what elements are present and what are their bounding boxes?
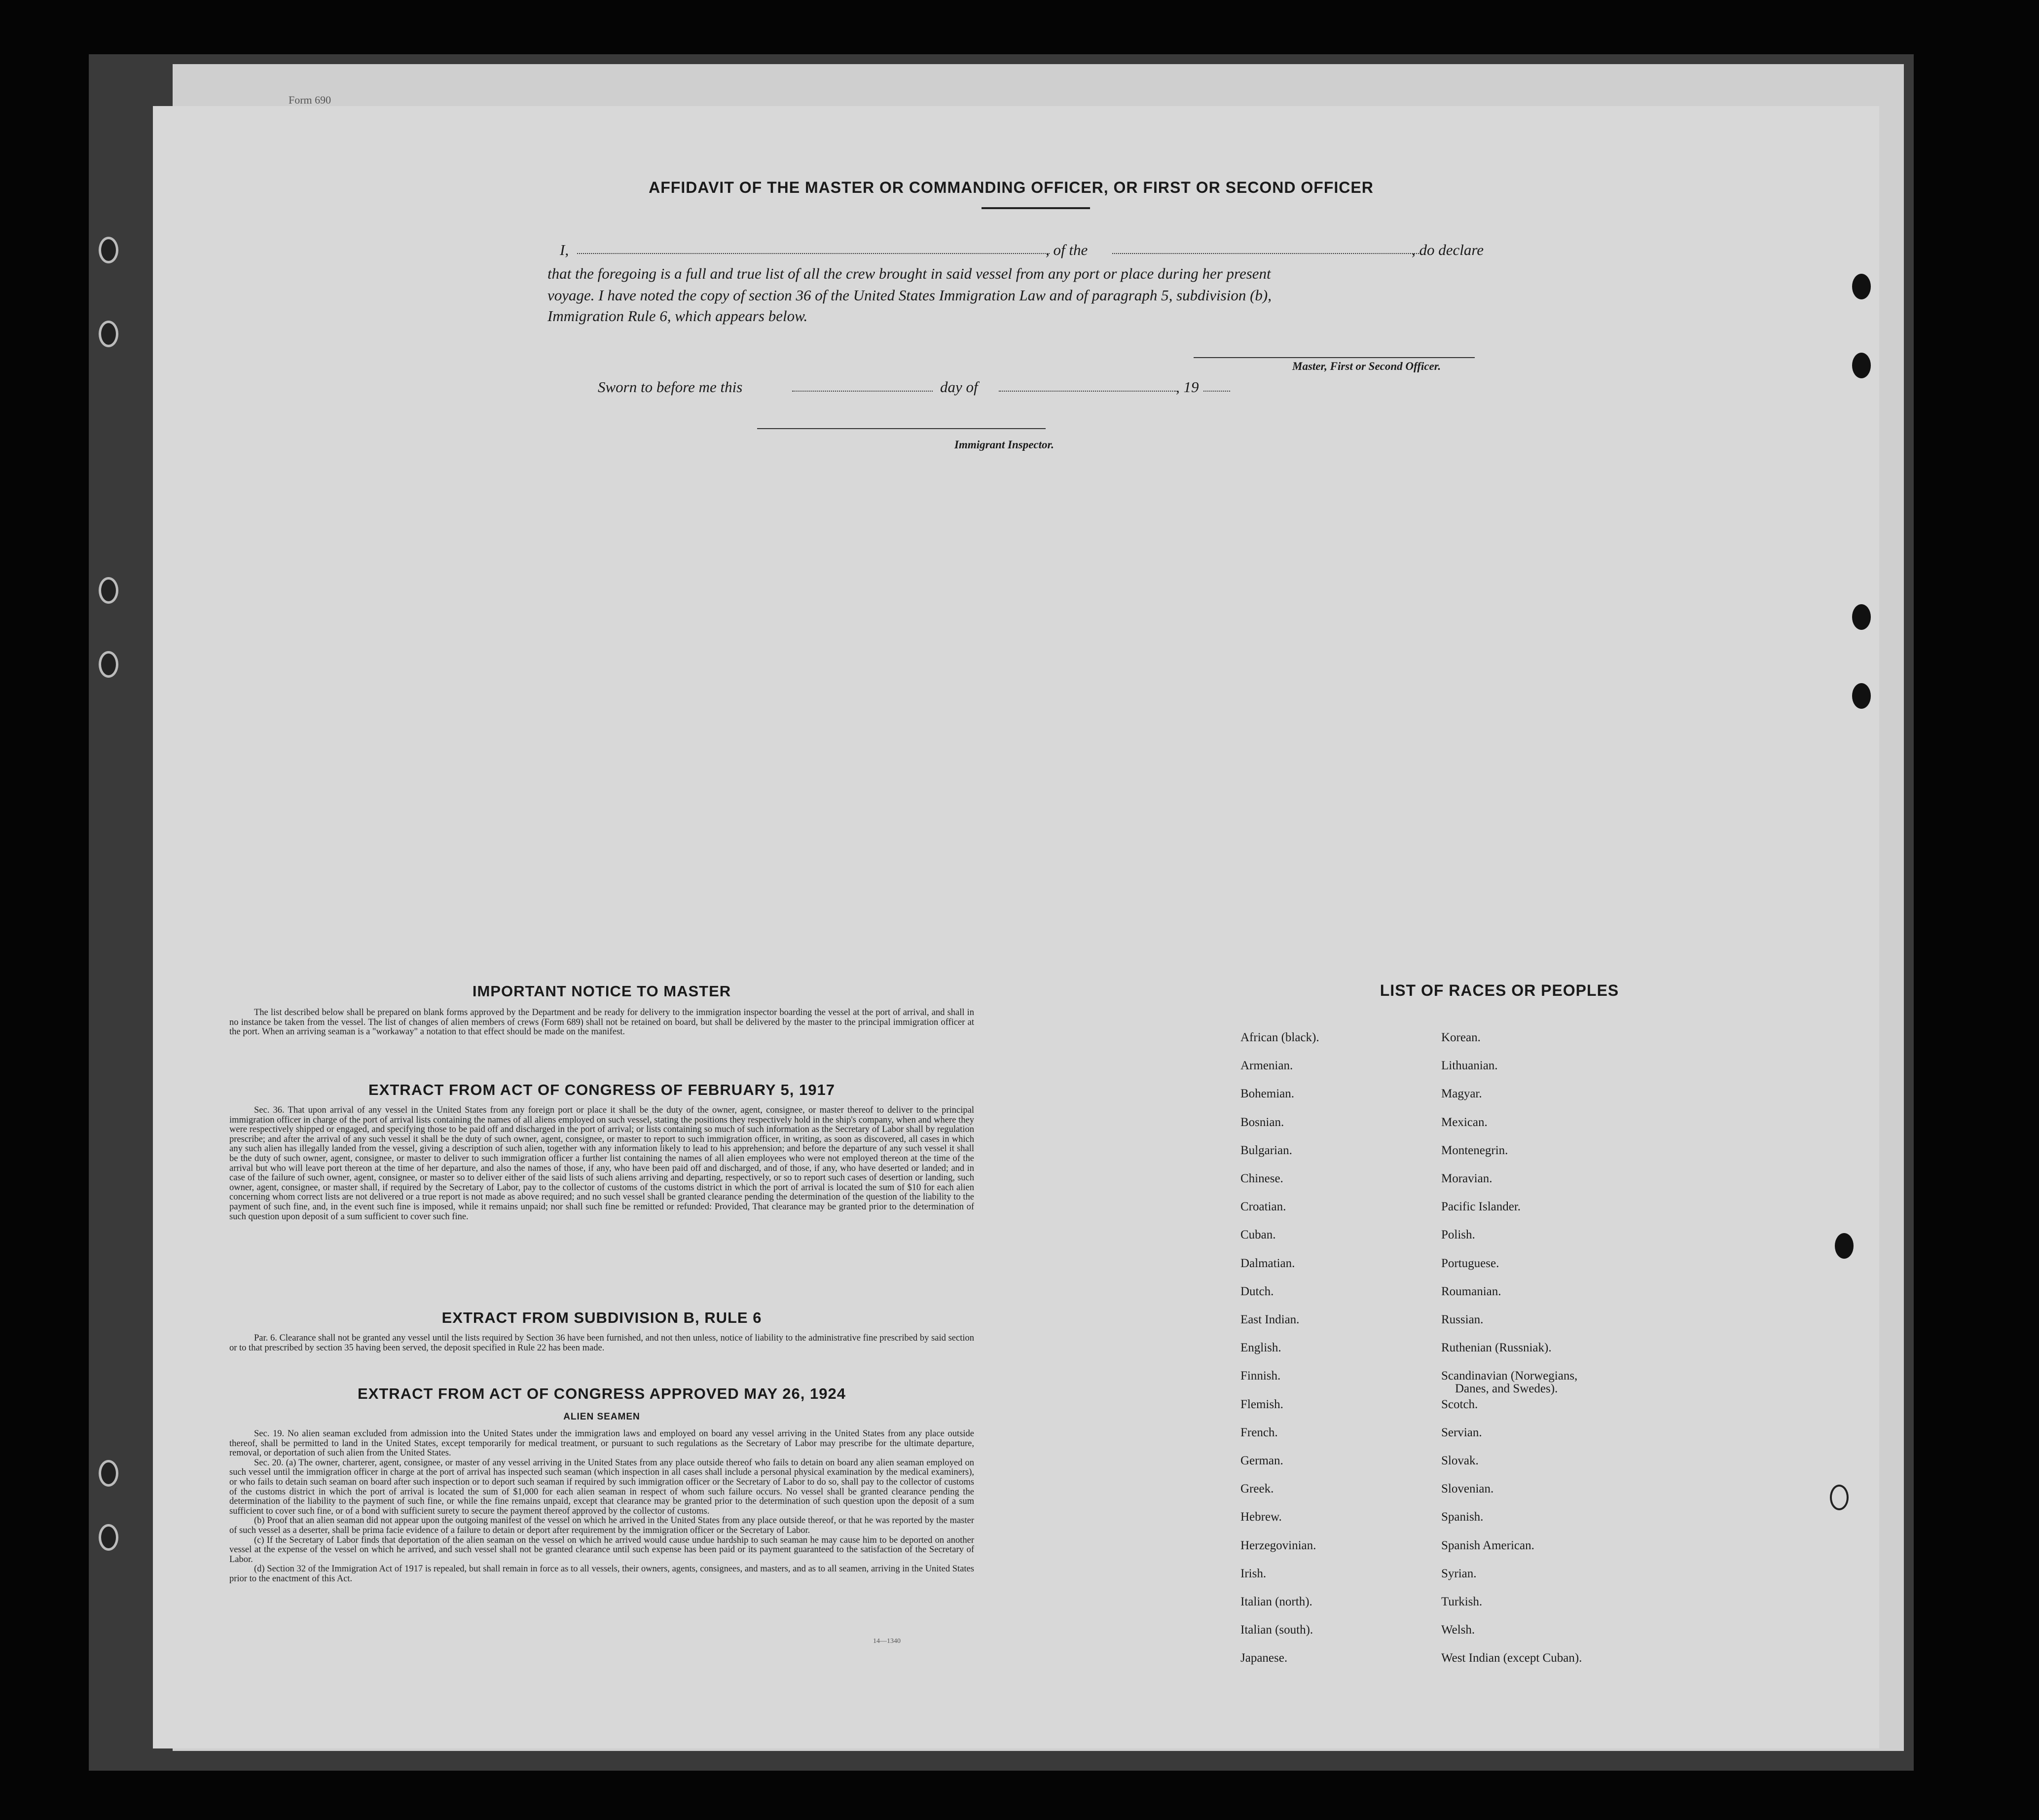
race-item: Mexican. xyxy=(1441,1115,1488,1129)
race-item: Portuguese. xyxy=(1441,1256,1499,1270)
race-item: Slovenian. xyxy=(1441,1482,1494,1496)
race-item: Bohemian. xyxy=(1240,1087,1295,1101)
binder-ring xyxy=(99,321,118,347)
sec-20a-paragraph: Sec. 20. (a) The owner, charterer, agent, consignee, or master of any vessel arriving in the United States from any place outside thereof who fails to detain on board any alien seaman employed on such vessel until the immigration officer in charge at the port of arrival has inspected such seaman (which inspection in all cases shall include a personal physical examination by the medical examiners), or who fails to detain such seaman on board after such inspection or to deport such seaman if required by such immigration officer or the Secretary of Labor to do so, shall pay to the collector of customs of the customs district in which the port of arrival is located the sum of $1,000 for each alien seaman in respect of whom such failure occurs. No vessel shall be granted clearance pending the determination of the liability to the payment of such fine, or while the fine remains unpaid, except that clearance may be granted prior to the determination of such question upon the deposit of a sum sufficient to cover such fine, or of a bond with sufficient surety to secure the payment thereof approved by the collector of customs. xyxy=(229,1457,974,1516)
race-item: Slovak. xyxy=(1441,1454,1479,1467)
race-item: Dutch. xyxy=(1240,1284,1274,1298)
notice-paragraph: The list described below shall be prepared on blank forms approved by the Department and be ready for delivery to the immigration inspector boarding the vessel at the port of arrival, and shall in no instance be taken from the vessel. The list of changes of alien members of crews (Form 689) shall not be retained on board, but shall be delivered by the master to the principal immigration officer at the port. When an arriving seaman is a "workaway" a notation to that effect should be made on the manifest. xyxy=(229,1008,974,1037)
race-item: Ruthenian (Russniak). xyxy=(1441,1341,1552,1355)
race-item: Bulgarian. xyxy=(1240,1143,1292,1157)
race-item: German. xyxy=(1240,1454,1283,1467)
divider xyxy=(982,207,1090,209)
sworn-day-blank[interactable] xyxy=(792,391,933,392)
race-item: Korean. xyxy=(1441,1031,1481,1044)
affidavit-declare: , do declare xyxy=(1412,241,1484,258)
extract-1924-title: EXTRACT FROM ACT OF CONGRESS APPROVED MAY 26, 1924 xyxy=(358,1385,846,1402)
race-item: Bosnian. xyxy=(1240,1115,1284,1129)
race-item: Pacific Islander. xyxy=(1441,1200,1521,1214)
race-item: Spanish. xyxy=(1441,1510,1484,1524)
extract-1924-text xyxy=(229,1429,974,1584)
race-item: African (black). xyxy=(1240,1031,1319,1044)
race-item: Italian (south). xyxy=(1240,1623,1313,1637)
form-number: Form 690 xyxy=(289,94,331,106)
race-item: Japanese. xyxy=(1240,1651,1288,1665)
race-item: English. xyxy=(1240,1341,1281,1355)
affidavit-i: I, xyxy=(560,241,569,258)
binder-ring xyxy=(99,651,118,678)
race-item: Lithuanian. xyxy=(1441,1059,1498,1073)
punch-hole xyxy=(1852,274,1871,299)
race-item: Servian. xyxy=(1441,1425,1482,1439)
sworn-month-blank[interactable] xyxy=(999,391,1176,392)
race-item: Greek. xyxy=(1240,1482,1274,1496)
race-item: Armenian. xyxy=(1240,1059,1293,1073)
punch-hole xyxy=(1852,604,1871,630)
race-item: French. xyxy=(1240,1425,1278,1439)
sec-20c-paragraph: (c) If the Secretary of Labor finds that deportation of the alien seaman on the vessel on which he arrived would cause undue hardship to such seaman he may cause him to be deported on another vessel at the expense of the vessel on which he arrived, and such vessel shall not be granted clearance until such expense has been paid or its payment guaranteed to the satisfaction of the Secretary of Labor. xyxy=(229,1535,974,1565)
rule6-paragraph: Par. 6. Clearance shall not be granted any vessel until the lists required by Section 36 have been furnished, and not then unless, notice of liability to the administrative fine prescribed by said section or to that prescribed by section 35 having been served, the deposit specified in Rule 22 has been made. xyxy=(229,1333,974,1353)
affidavit-line-4: Immigration Rule 6, which appears below. xyxy=(547,307,808,325)
race-item: West Indian (except Cuban). xyxy=(1441,1651,1582,1665)
race-item: Hebrew. xyxy=(1240,1510,1282,1524)
inspector-signature-line[interactable] xyxy=(757,428,1046,429)
sec-20d-paragraph: (d) Section 32 of the Immigration Act of 1917 is repealed, but shall remain in force as to all vessels, their owners, agents, consignees, and masters, and as to all seamen, arriving in the United States prior to the enactment of this Act. xyxy=(229,1564,974,1584)
race-item-continued: Danes, and Swedes). xyxy=(1455,1382,1558,1396)
punch-hole xyxy=(1852,683,1871,709)
extract-1917-text xyxy=(229,1106,974,1222)
race-item: Welsh. xyxy=(1441,1623,1475,1637)
race-item: Finnish. xyxy=(1240,1369,1281,1383)
race-item: East Indian. xyxy=(1240,1313,1300,1326)
affidavit-line-3: voyage. I have noted the copy of section 36 of the United States Immigration Law and of paragraph 5, subdivision (b), xyxy=(547,287,1272,304)
notice-title: IMPORTANT NOTICE TO MASTER xyxy=(472,983,731,1000)
master-signature-line[interactable] xyxy=(1194,357,1475,358)
race-item: Cuban. xyxy=(1240,1228,1276,1242)
race-item: Croatian. xyxy=(1240,1200,1286,1214)
race-item: Turkish. xyxy=(1441,1595,1483,1608)
extract-1917-title: EXTRACT FROM ACT OF CONGRESS OF FEBRUARY 5, 1917 xyxy=(368,1081,835,1098)
print-code: 14—1340 xyxy=(873,1638,901,1645)
bleed-through xyxy=(444,158,1874,1490)
section-36-paragraph: Sec. 36. That upon arrival of any vessel in the United States from any foreign port or place it shall be the duty of the owner, agent, consignee, or master thereof to deliver to the principal immigration officer in charge of the port of arrival lists containing the names of all aliens employed on such vessel, stating the positions they respectively hold in the ship's company, when and where they were respectively shipped or engaged, and specifying those to be paid off and discharged in the port of arrival; or lists containing so much of such information as the Secretary of Labor shall by regulation prescribe; and after the arrival of any such vessel it shall be the duty of such owner, agent, consignee, or master to report to such immigration officer, in writing, as soon as discovered, all cases in which any such alien has illegally landed from the vessel, giving a description of such alien, together with any information likely to lead to his apprehension; and before the departure of any such vessel it shall be the duty of such owner, agent, consignee, or master to deliver to such immigration officer a further list containing the names of all alien employees who were not employed thereon at the time of the arrival but who will leave port thereon at the time of her departure, and also the names of those, if any, who have been paid off and discharged, and of those, if any, who have deserted or landed; and in case of the failure of such owner, agent, consignee, or master so to deliver either of the said lists of such aliens arriving and departing, respectively, or so to report such cases of desertion or landing, such owner, agent, consignee, or master shall, if required by the Secretary of Labor, pay to the collector of customs of the customs district in which the port of arrival is located the sum of $10 for each alien concerning whom correct lists are not delivered or a true report is not made as above required; and no such vessel shall be granted clearance pending the determination of the question of the liability to the payment of such fine, and, in the event such fine is imposed, while it remains unpaid; nor shall such fine be remitted or refunded: Provided, That clearance may be granted prior to the determination of such question upon deposit of a sum sufficient to cover such fine. xyxy=(229,1105,974,1222)
binder-ring xyxy=(99,1460,118,1487)
race-item: Moravian. xyxy=(1441,1172,1493,1185)
race-item: Irish. xyxy=(1240,1566,1267,1580)
sec-19-paragraph: Sec. 19. No alien seaman excluded from admission into the United States under the immigration laws and employed on board any vessel arriving in the United States from any place outside thereof, shall be permitted to land in the United States, except temporarily for medical treatment, or pursuant to such regulations as the Secretary of Labor may prescribe for the ultimate departure, removal, or deportation of such alien from the United States. xyxy=(229,1429,974,1458)
affidavit-of-the: , of the xyxy=(1046,241,1088,258)
races-title: LIST OF RACES OR PEOPLES xyxy=(1380,982,1619,999)
race-item: Polish. xyxy=(1441,1228,1475,1242)
affidavit-title: AFFIDAVIT OF THE MASTER OR COMMANDING OFFICER, OR FIRST OR SECOND OFFICER xyxy=(649,179,1374,196)
race-item: Italian (north). xyxy=(1240,1595,1312,1608)
alien-seamen-subtitle: ALIEN SEAMEN xyxy=(563,1412,640,1422)
extract-rule6-text xyxy=(229,1334,974,1353)
race-item: Russian. xyxy=(1441,1313,1484,1326)
extract-rule6-title: EXTRACT FROM SUBDIVISION B, RULE 6 xyxy=(441,1309,762,1326)
sworn-year-blank[interactable] xyxy=(1203,391,1230,392)
binder-ring xyxy=(99,577,118,604)
punch-hole xyxy=(1830,1485,1849,1510)
race-item: Spanish American. xyxy=(1441,1538,1534,1552)
race-item: Scandinavian (Norwegians, xyxy=(1441,1369,1578,1383)
race-item: Montenegrin. xyxy=(1441,1143,1508,1157)
name-blank[interactable] xyxy=(577,253,1050,254)
sec-20b-paragraph: (b) Proof that an alien seaman did not appear upon the outgoing manifest of the vessel on which he arrived in the United States from any place outside thereof, or that he was reported by the master of such vessel as a deserter, shall be prima facie evidence of a failure to detain or deport after requirement by the immigration officer or the Secretary of Labor. xyxy=(229,1516,974,1535)
vessel-blank[interactable] xyxy=(1112,253,1419,254)
race-item: Scotch. xyxy=(1441,1397,1478,1411)
punch-hole xyxy=(1852,353,1871,378)
inspector-label: Immigrant Inspector. xyxy=(954,438,1054,451)
punch-hole xyxy=(1835,1233,1854,1259)
affidavit-line-2: that the foregoing is a full and true list of all the crew brought in said vessel from any port or place during her present xyxy=(547,265,1271,282)
binder-ring xyxy=(99,237,118,263)
notice-text xyxy=(229,1008,974,1037)
race-item: Magyar. xyxy=(1441,1087,1482,1101)
race-item: Chinese. xyxy=(1240,1172,1283,1185)
master-label: Master, First or Second Officer. xyxy=(1292,360,1441,372)
day-of-label: day of xyxy=(940,378,978,396)
race-item: Flemish. xyxy=(1240,1397,1283,1411)
race-item: Herzegovinian. xyxy=(1240,1538,1316,1552)
race-item: Dalmatian. xyxy=(1240,1256,1295,1270)
sworn-label: Sworn to before me this xyxy=(598,378,743,396)
race-item: Roumanian. xyxy=(1441,1284,1501,1298)
year-label: , 19 xyxy=(1176,378,1199,396)
race-item: Syrian. xyxy=(1441,1566,1477,1580)
binder-ring xyxy=(99,1524,118,1551)
